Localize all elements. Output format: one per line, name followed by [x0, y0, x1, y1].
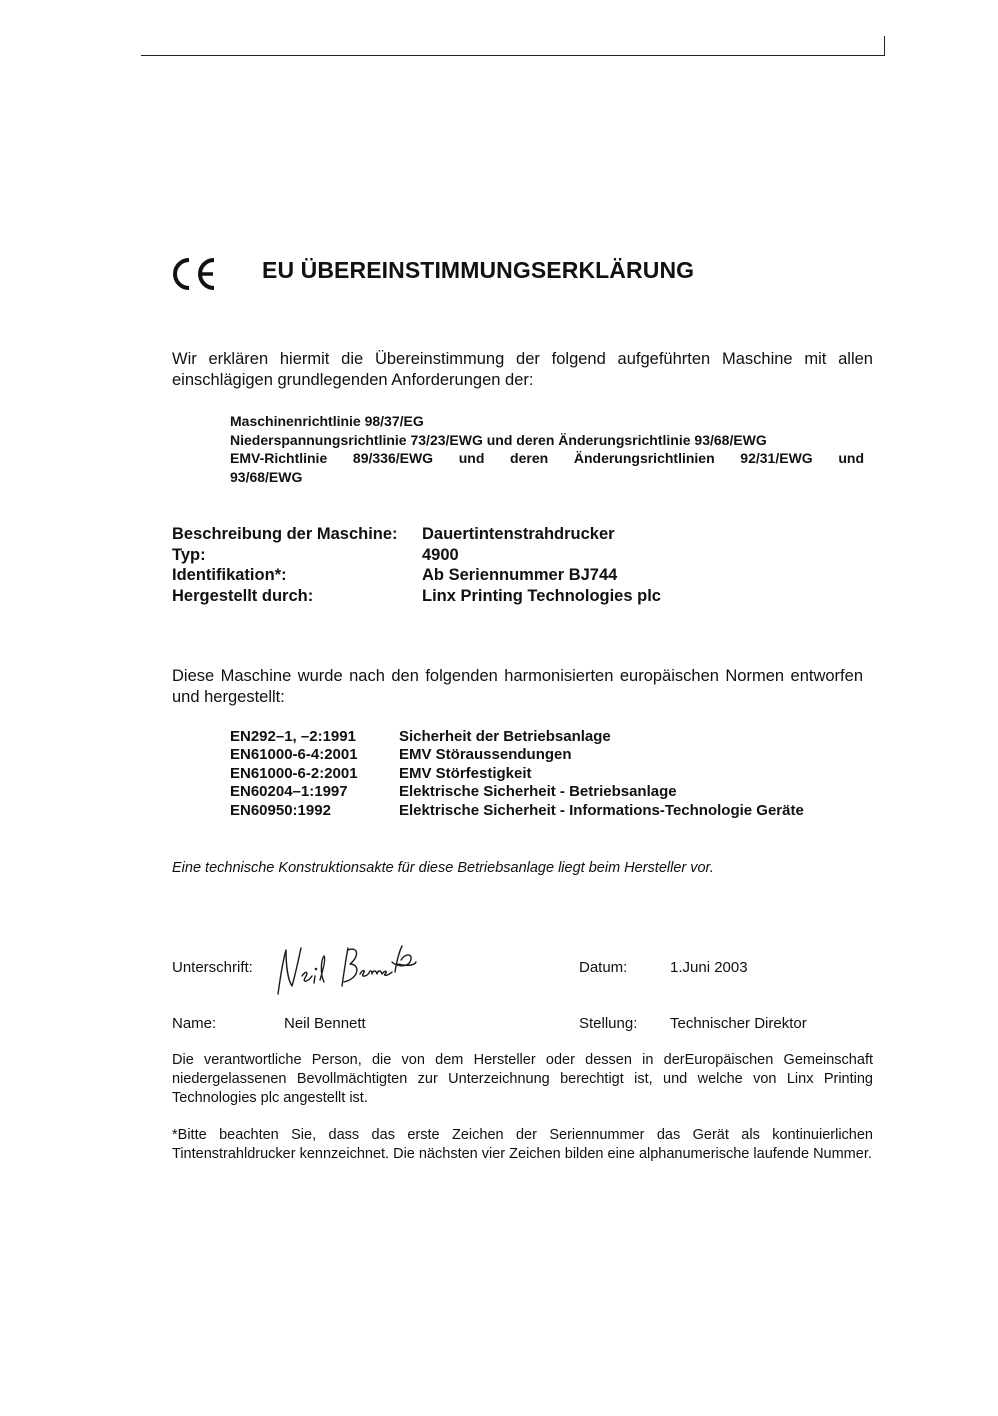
manufacturer-row	[172, 587, 872, 608]
directive-item: 93/68/EWG	[230, 468, 303, 485]
standard-description: Elektrische Sicherheit - Informations-Technologie Geräte	[399, 801, 804, 819]
intro-paragraph: Wir erklären hiermit die Übereinstimmung der folgend aufgeführten Maschine mit allen einschlägigen grundlegenden Anforderungen der:	[172, 350, 873, 389]
standard-row	[230, 728, 870, 746]
standard-code: EN60950:1992	[230, 801, 331, 819]
type-value: 4900	[422, 545, 459, 564]
name-label: Name:	[172, 1015, 217, 1032]
standard-code: EN60204–1:1997	[230, 783, 348, 801]
standard-row	[230, 765, 870, 783]
manufacturer-label: Hergestellt durch:	[172, 586, 314, 605]
technical-file-note: Eine technische Konstruktionsakte für diese Betriebsanlage liegt beim Hersteller vor.	[172, 860, 714, 876]
directive-item: Niederspannungsrichtlinie 73/23/EWG und deren Änderungsrichtlinie 93/68/EWG	[230, 431, 767, 448]
standard-description: EMV Störaussendungen	[399, 746, 572, 764]
norms-intro-paragraph: Diese Maschine wurde nach den folgenden harmonisierten europäischen Normen entworfen und hergestellt:	[172, 667, 863, 706]
standard-description: Elektrische Sicherheit - Betriebsanlage	[399, 783, 677, 801]
directive-item: EMV-Richtlinie 89/336/EWG und deren Änderungsrichtlinien 92/31/EWG und	[230, 450, 864, 467]
standard-description: Sicherheit der Betriebsanlage	[399, 728, 611, 745]
signature-label: Unterschrift:	[172, 959, 253, 976]
header-rule	[141, 55, 885, 56]
standard-row	[230, 802, 870, 820]
manufacturer-value: Linx Printing Technologies plc	[422, 586, 661, 605]
identification-value: Ab Seriennummer BJ744	[422, 566, 618, 584]
standard-code: EN61000-6-2:2001	[230, 764, 358, 782]
name-value: Neil Bennett	[284, 1015, 366, 1032]
description-row	[172, 525, 872, 546]
directives-list	[230, 412, 864, 486]
description-value: Dauertintenstrahdrucker	[422, 525, 615, 543]
standard-description: EMV Störfestigkeit	[399, 764, 532, 782]
position-value: Technischer Direktor	[670, 1015, 807, 1032]
document-title: EU ÜBEREINSTIMMUNGSERKLÄRUNG	[262, 257, 695, 283]
description-label: Beschreibung der Maschine:	[172, 525, 398, 543]
standard-row	[230, 746, 870, 764]
position-label: Stellung:	[579, 1015, 638, 1032]
standard-row	[230, 783, 870, 801]
ce-mark-icon	[170, 254, 218, 294]
header-rule-tick	[884, 36, 885, 56]
identification-label: Identifikation*:	[172, 566, 287, 584]
directive-item: Maschinenrichtlinie 98/37/EG	[230, 413, 424, 429]
standard-code: EN292–1, –2:1991	[230, 728, 356, 745]
standard-code: EN61000-6-4:2001	[230, 746, 358, 764]
type-row	[172, 546, 872, 567]
identification-row	[172, 566, 872, 587]
machine-description	[172, 525, 872, 607]
standards-list	[230, 728, 870, 820]
serial-number-note: *Bitte beachten Sie, dass das erste Zeichen der Seriennummer das Gerät als kontinuierlichen Tintenstrahldrucker kennzeichnet. Die nächsten vier Zeichen bilden eine alphanumerische laufende Nummer.	[172, 1127, 873, 1162]
signature-image	[268, 936, 418, 1002]
type-label: Typ:	[172, 545, 206, 564]
responsible-person-paragraph: Die verantwortliche Person, die von dem Hersteller oder dessen in derEuropäischen Gemeinschaft niedergelassenen Bevollmächtigten zur Unterzeichnung berechtigt ist, und welche von Linx Printing Technologies plc angestellt ist.	[172, 1052, 873, 1106]
date-label: Datum:	[579, 959, 628, 976]
date-value: 1.Juni 2003	[670, 959, 748, 976]
